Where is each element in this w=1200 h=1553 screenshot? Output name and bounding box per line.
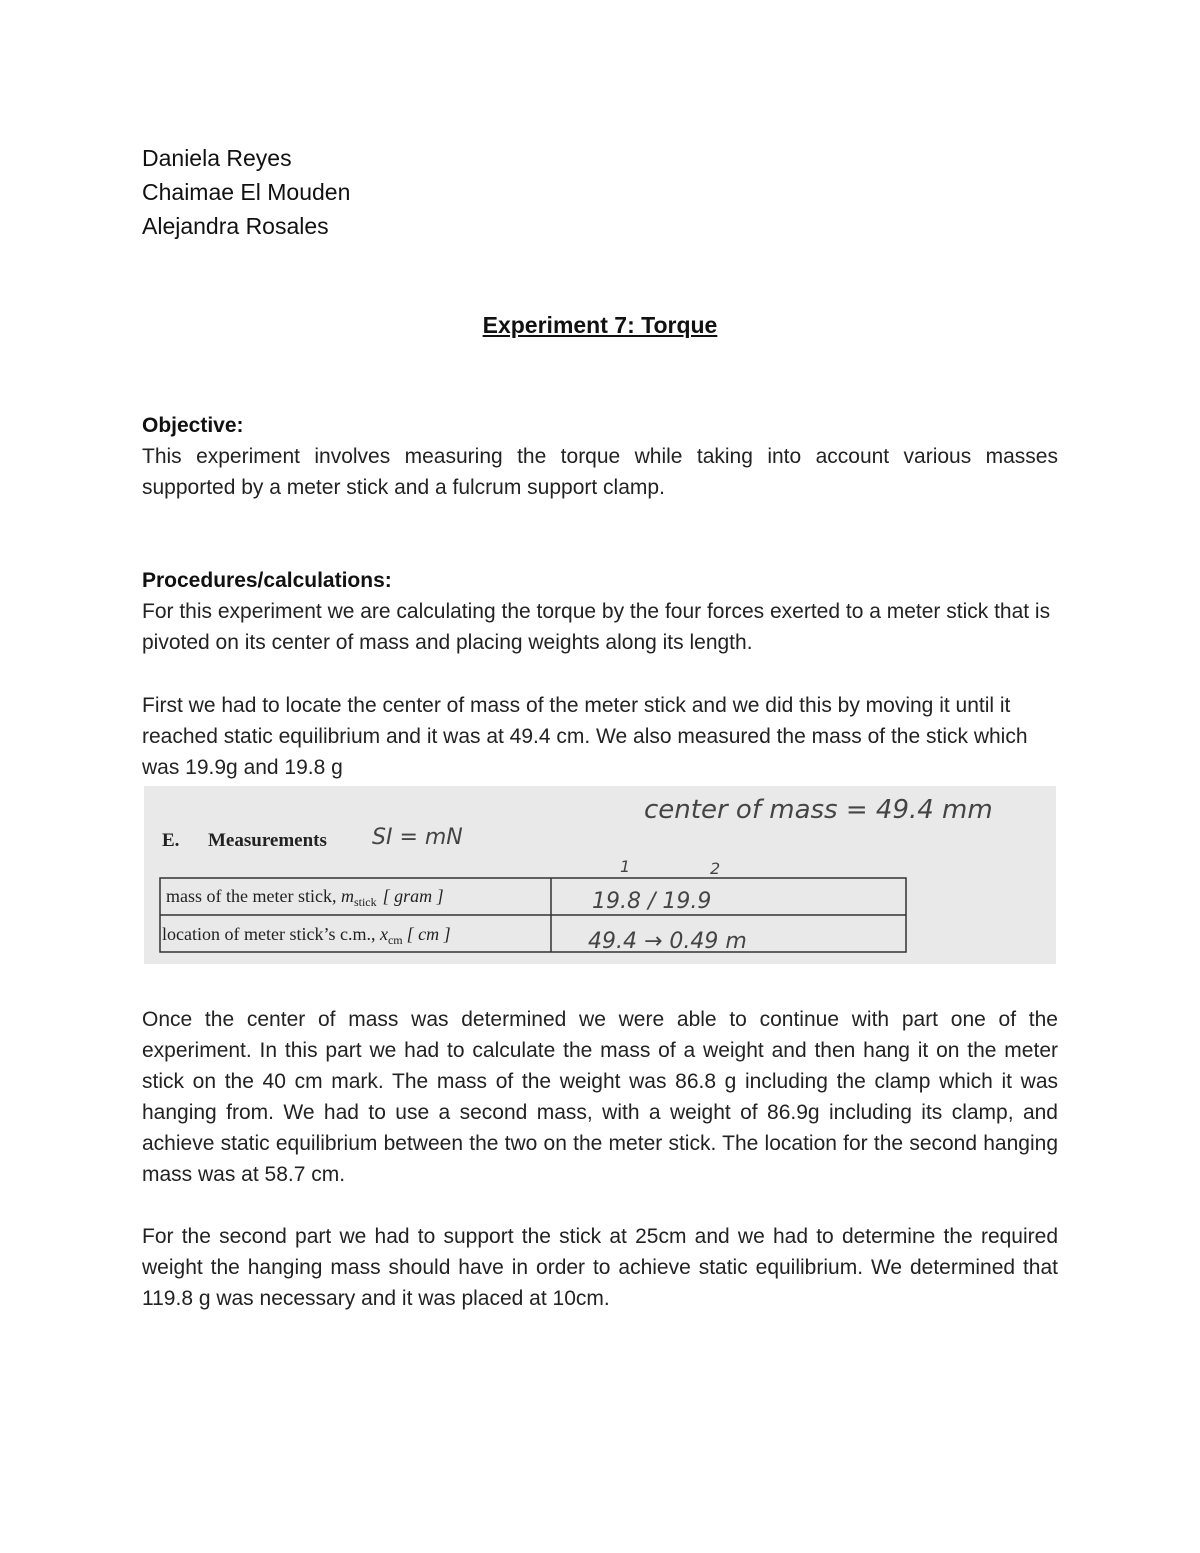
row-mass-label: mass of the meter stick, $m_{stick}$ [ gram ] xyxy=(166,886,444,909)
procedures-heading: Procedures/calculations: xyxy=(142,569,392,592)
procedures-paragraph-3: Once the center of mass was determined we were able to continue with part one of the experiment. In this part we had to calculate the mass of a weight and then hang it on the meter stick on the 40 cm mark. The mass of the weight was 86.8 g including the clamp which it was hanging from. We had to use a second mass, with a weight of 86.9g including its clamp, and achieve static equilibrium between the two on the meter stick. The location for the second hanging mass was at 58.7 cm. xyxy=(142,1008,1058,1186)
author-name: Chaimae El Mouden xyxy=(142,179,351,205)
document-title: Experiment 7: Torque xyxy=(482,312,718,338)
author-list xyxy=(142,141,350,243)
row-cm-value: 49.4 → 0.49 m xyxy=(588,929,747,954)
objective-heading: Objective: xyxy=(142,414,244,437)
measurements-scan-image xyxy=(144,786,1056,964)
row-mass-value: 19.8 / 19.9 xyxy=(592,889,712,914)
procedures-paragraph-1: For this experiment we are calculating the torque by the four forces exerted to a meter stick that is pivoted on its center of mass and placing weights along its length. xyxy=(142,600,1051,654)
si-note: SI = mN xyxy=(372,825,463,850)
procedures-paragraph-4: For the second part we had to support the stick at 25cm and we had to determine the required weight the hanging mass should have in order to achieve static equilibrium. We determined that 119.8 g was necessary and it was placed at 10cm. xyxy=(142,1225,1058,1310)
measurements-heading: Measurements xyxy=(208,830,327,851)
column-2-label: 2 xyxy=(710,859,721,878)
center-of-mass-note: center of mass = 49.4 mm xyxy=(644,795,993,825)
column-1-label: 1 xyxy=(620,857,631,876)
author-name: Alejandra Rosales xyxy=(142,213,329,239)
section-letter: E. xyxy=(162,830,180,851)
row-cm-label: location of meter stick’s c.m., $x_{cm}$ [ cm ] xyxy=(162,924,451,947)
author-name: Daniela Reyes xyxy=(142,145,292,171)
procedures-paragraph-2: First we had to locate the center of mass of the meter stick and we did this by moving it until it reached static equilibrium and it was at 49.4 cm. We also measured the mass of the stick which was 19.9g and 19.8 g xyxy=(142,694,1028,779)
objective-text: This experiment involves measuring the torque while taking into account various masses supported by a meter stick and a fulcrum support clamp. xyxy=(142,445,1058,499)
